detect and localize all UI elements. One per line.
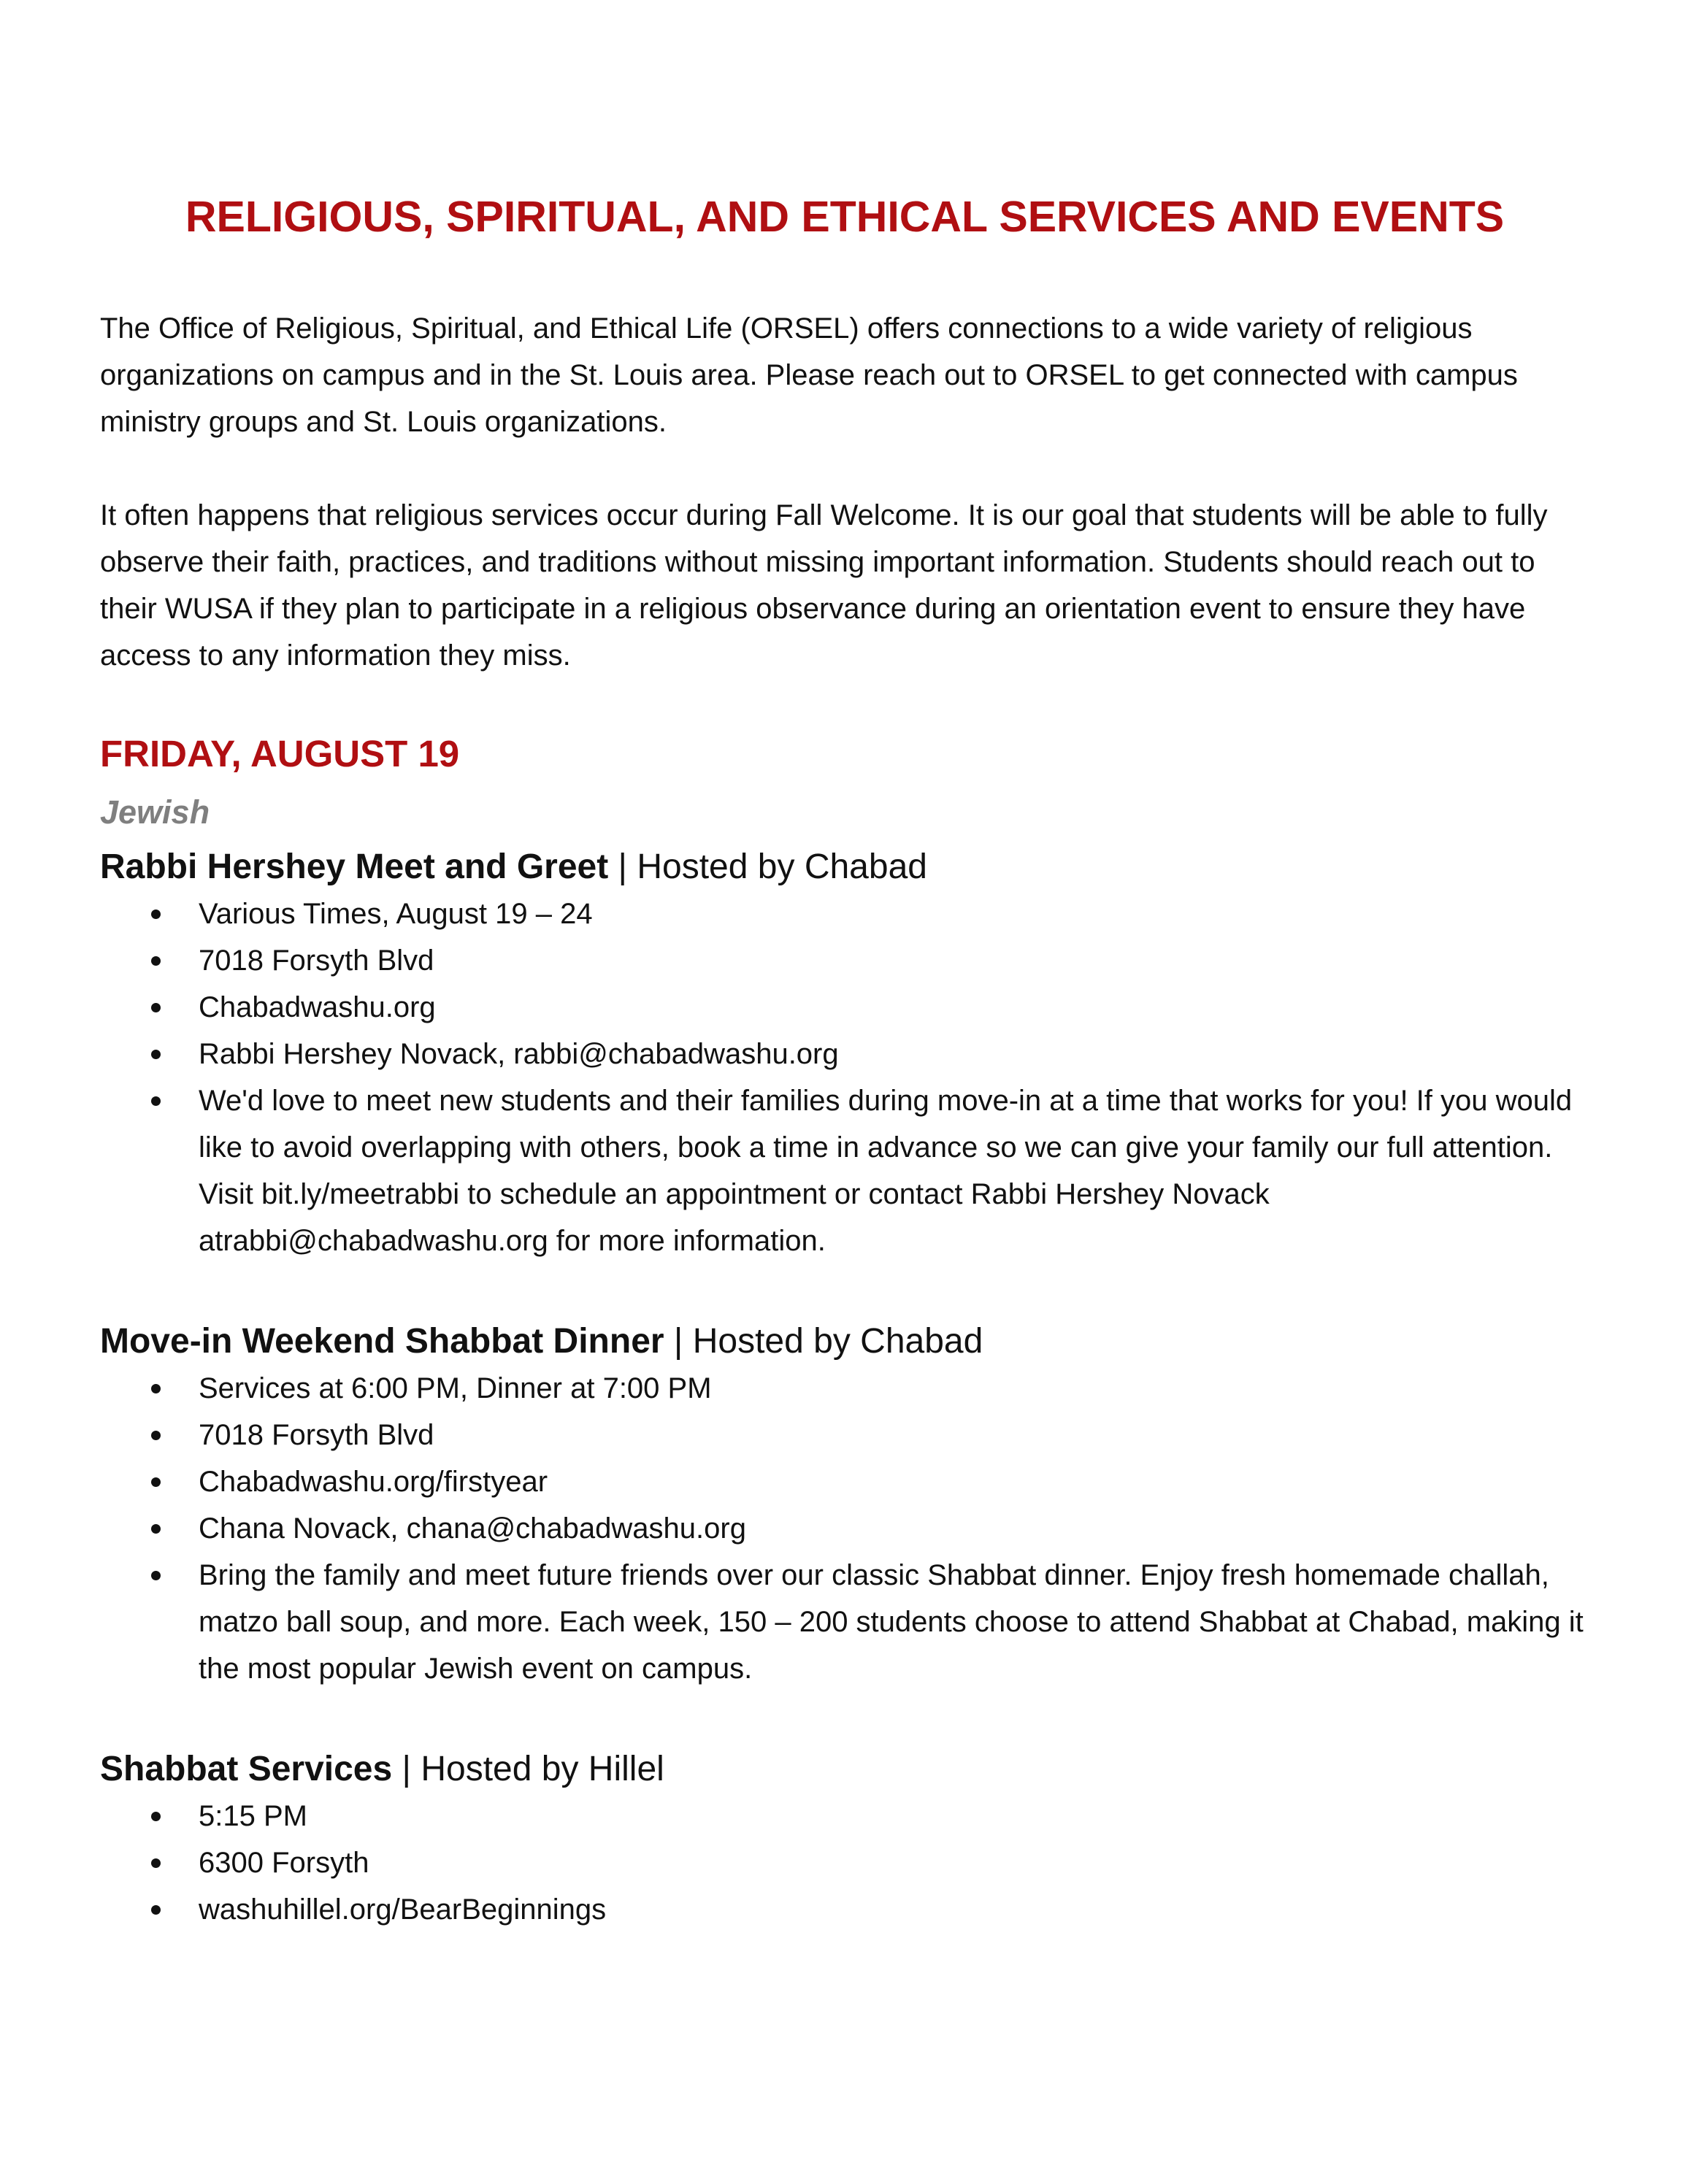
page-title: RELIGIOUS, SPIRITUAL, AND ETHICAL SERVICES AND EVENTS <box>185 193 1505 241</box>
event-title <box>100 844 1589 891</box>
bullet-icon <box>151 1477 161 1487</box>
list-item-text: Rabbi Hershey Novack, rabbi@chabadwashu.org <box>199 1038 839 1070</box>
list-item <box>100 1458 1589 1505</box>
list-item <box>100 1365 1589 1412</box>
list-item-text: Bring the family and meet future friends over our classic Shabbat dinner. Enjoy fresh homemade challah, matzo ball soup, and more. Each week, 150 – 200 students choose to attend Shabbat at Chabad, making it the most popular Jewish event on campus. <box>199 1559 1584 1685</box>
event-title <box>100 1746 1589 1793</box>
intro-paragraph: The Office of Religious, Spiritual, and Ethical Life (ORSEL) offers connections to a wide variety of religious organizations on campus and in the St. Louis area. Please reach out to ORSEL to get connected with campus ministry groups and St. Louis organizations. <box>100 312 1518 438</box>
list-item <box>100 1031 1589 1077</box>
bullet-icon <box>151 1050 161 1059</box>
list-item-text: Various Times, August 19 – 24 <box>199 898 593 930</box>
list-item <box>100 1077 1589 1264</box>
bullet-icon <box>151 1096 161 1106</box>
bullet-icon <box>151 1384 161 1393</box>
list-item <box>100 1505 1589 1552</box>
list-item-text: We'd love to meet new students and their families during move-in at a time that works for you! If you would like to avoid overlapping with others, book a time in advance so we can give your family our full attention. Visit bit.ly/meetrabbi to schedule an appointment or contact Rabbi Hershey Novack atrabbi@chabadwashu.org for more information. <box>199 1085 1573 1257</box>
event-host: | Hosted by Chabad <box>664 1322 983 1361</box>
list-item-text: 7018 Forsyth Blvd <box>199 1419 434 1451</box>
list-item <box>100 984 1589 1031</box>
list-item-text: 5:15 PM <box>199 1800 307 1832</box>
list-item <box>100 1412 1589 1458</box>
list-item-text: 7018 Forsyth Blvd <box>199 945 434 977</box>
list-item <box>100 1839 1589 1886</box>
list-item <box>100 1886 1589 1933</box>
event-host: | Hosted by Hillel <box>392 1750 664 1788</box>
event-details-list <box>100 1365 1589 1692</box>
bullet-icon <box>151 1571 161 1580</box>
list-item <box>100 891 1589 937</box>
bullet-icon <box>151 910 161 919</box>
list-item-text: washuhillel.org/BearBeginnings <box>199 1893 607 1926</box>
event-block <box>100 844 1589 1264</box>
event-host: | Hosted by Chabad <box>608 847 927 886</box>
list-item <box>100 1793 1589 1839</box>
faith-heading: Jewish <box>100 793 210 831</box>
bullet-icon <box>151 956 161 966</box>
event-title <box>100 1318 1589 1365</box>
intro-paragraph: It often happens that religious services occur during Fall Welcome. It is our goal that students will be able to fully observe their faith, practices, and traditions without missing important information. Students should reach out to their WUSA if they plan to participate in a religious observance during an orientation event to ensure they have access to any information they miss. <box>100 499 1548 672</box>
bullet-icon <box>151 1858 161 1868</box>
event-name: Shabbat Services <box>100 1750 393 1788</box>
event-block <box>100 1746 1589 1933</box>
event-details-list <box>100 891 1589 1264</box>
bullet-icon <box>151 1905 161 1915</box>
list-item <box>100 1552 1589 1692</box>
bullet-icon <box>151 1003 161 1012</box>
date-heading: FRIDAY, AUGUST 19 <box>100 733 460 774</box>
event-name: Rabbi Hershey Meet and Greet <box>100 847 609 886</box>
bullet-icon <box>151 1524 161 1534</box>
event-block <box>100 1318 1589 1692</box>
list-item-text: 6300 Forsyth <box>199 1847 369 1879</box>
list-item-text: Chabadwashu.org/firstyear <box>199 1466 548 1498</box>
list-item-text: Chana Novack, chana@chabadwashu.org <box>199 1512 746 1545</box>
list-item-text: Services at 6:00 PM, Dinner at 7:00 PM <box>199 1372 712 1404</box>
event-name: Move-in Weekend Shabbat Dinner <box>100 1322 664 1361</box>
bullet-icon <box>151 1812 161 1821</box>
bullet-icon <box>151 1431 161 1440</box>
list-item <box>100 937 1589 984</box>
event-details-list <box>100 1793 1589 1933</box>
list-item-text: Chabadwashu.org <box>199 991 436 1023</box>
